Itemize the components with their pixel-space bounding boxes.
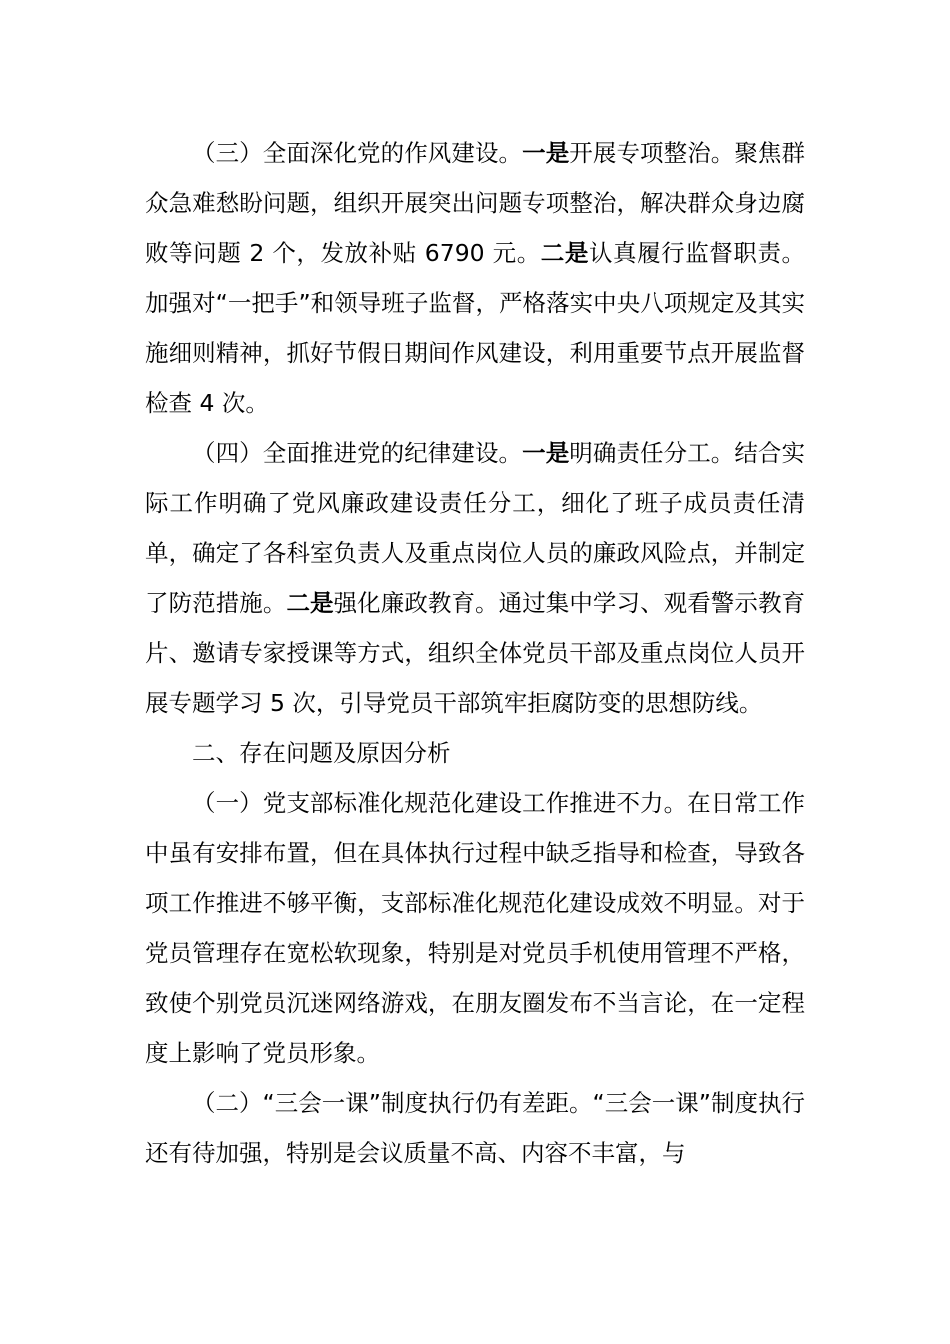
body-text: 明确责任分工。结合实际工作明确了党风廉政建设责任分工，细化了班子成员责任清单，确定了各科室负责人及重点岗位人员的廉政风险点，并制定了防范措施。 [145,439,806,617]
body-text: （一）党支部标准化规范化建设工作推进不力。在日常工作中虽有安排布置，但在具体执行过程中缺乏指导和检查，导致各项工作推进不够平衡，支部标准化规范化建设成效不明显。对于党员管理存在宽松软现象，特别是对党员手机使用管理不严格，致使个别党员沉迷网络游戏，在朋友圈发布不当言论，在一定程度上影响了党员形象。 [145,789,805,1067]
body-text: （三）全面深化党的作风建设。 [192,139,523,167]
body-text: （二）“三会一课”制度执行仍有差距。“三会一课”制度执行还有待加强，特别是会议质量不高、内容不丰富，与 [145,1089,805,1167]
body-text: 二、存在问题及原因分析 [192,739,451,767]
paragraph-jilv-jianshe [145,428,805,728]
body-text: 开展专项整治。聚焦群众急难愁盼问题，组织开展突出问题专项整治，解决群众身边腐败等问题 2 个，发放补贴 6790 元。 [145,139,806,267]
paragraph-zuofeng-jianshe [145,128,805,428]
document-page [145,128,805,1178]
emphasis-text: 一是 [522,139,570,167]
paragraph-sanhui-yike [145,1078,805,1178]
body-text: 认真履行监督职责。加强对“一把手”和领导班子监督，严格落实中央八项规定及其实施细则精神，抓好节假日期间作风建设，利用重要节点开展监督检查 4 次。 [145,239,806,417]
paragraph-biaozhunhua-jianshe [145,778,805,1078]
body-text: 强化廉政教育。通过集中学习、观看警示教育片、邀请专家授课等方式，组织全体党员干部及重点岗位人员开展专题学习 5 次，引导党员干部筑牢拒腐防变的思想防线。 [145,589,806,717]
emphasis-text: 一是 [522,439,570,467]
emphasis-text: 二是 [540,239,589,267]
emphasis-text: 二是 [286,589,334,617]
body-text: （四）全面推进党的纪律建设。 [192,439,523,467]
section-heading-problems [145,728,805,778]
